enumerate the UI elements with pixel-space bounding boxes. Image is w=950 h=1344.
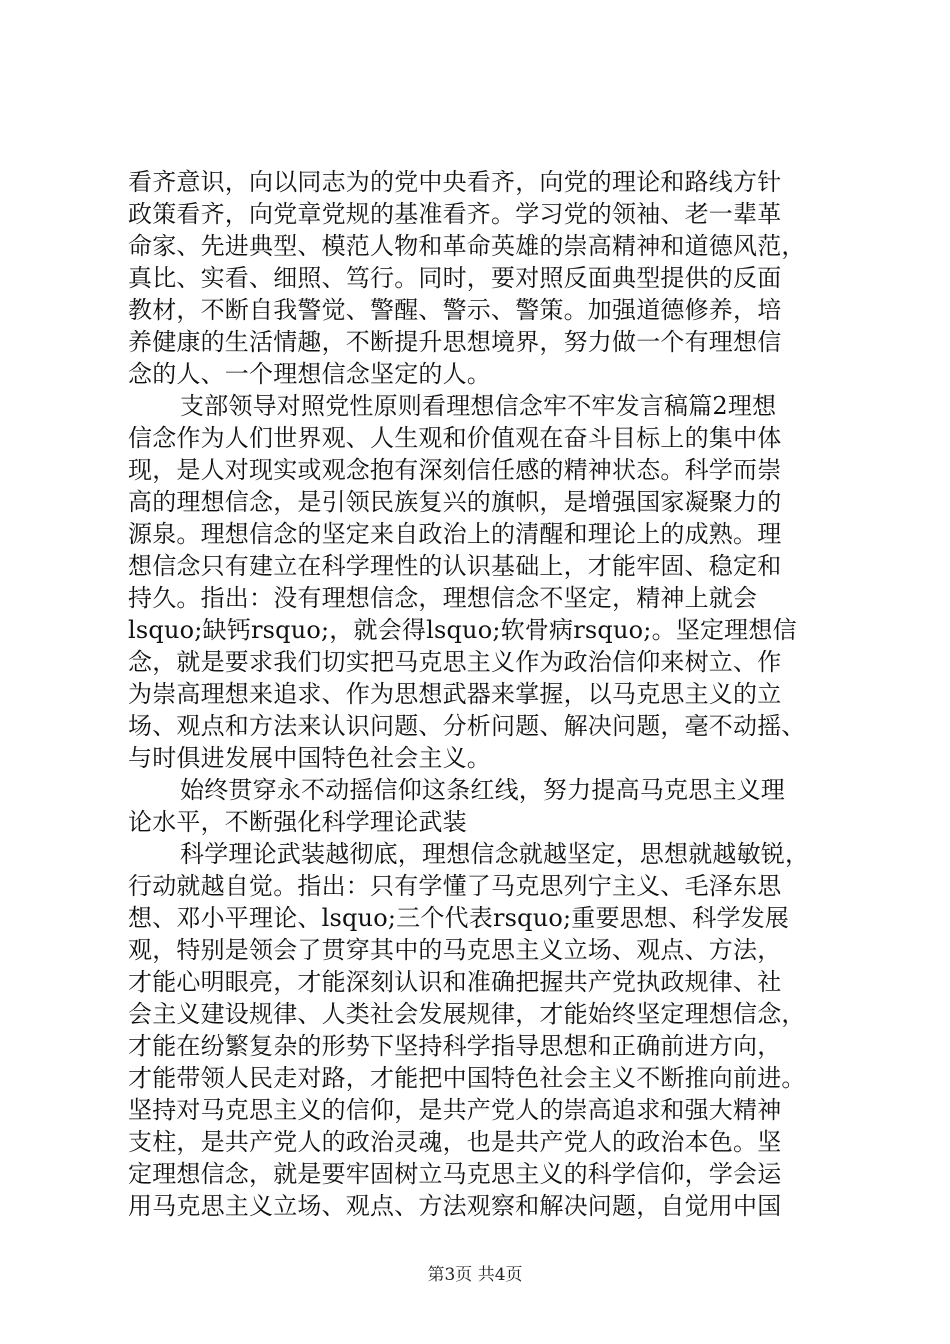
text-line: 行动就越自觉。指出：只有学懂了马克思列宁主义、毛泽东思 bbox=[128, 872, 782, 900]
text-line: 念，就是要求我们切实把马克思主义作为政治信仰来树立、作 bbox=[128, 648, 782, 676]
text-line: 想信念只有建立在科学理性的认识基础上，才能牢固、稳定和 bbox=[128, 552, 782, 580]
paragraph-start-line: 支部领导对照党性原则看理想信念牢不牢发言稿篇2理想 bbox=[180, 392, 777, 420]
text-line: 政策看齐，向党章党规的基准看齐。学习党的领袖、老一辈革 bbox=[128, 200, 782, 228]
text-line: 养健康的生活情趣，不断提升思想境界，努力做一个有理想信 bbox=[128, 328, 782, 356]
text-line: 会主义建设规律、人类社会发展规律，才能始终坚定理想信念， bbox=[128, 1000, 806, 1028]
page-number-footer: 第3页 共4页 bbox=[427, 1265, 523, 1285]
body-text bbox=[128, 166, 850, 1222]
text-line: 念的人、一个理想信念坚定的人。 bbox=[128, 360, 491, 388]
text-line: 高的理想信念，是引领民族复兴的旗帜，是增强国家凝聚力的 bbox=[128, 488, 782, 516]
section-heading-line: 论水平，不断强化科学理论武装 bbox=[128, 808, 467, 836]
text-line: 看齐意识，向以同志为的党中央看齐，向党的理论和路线方针 bbox=[128, 168, 782, 196]
text-line: 信念作为人们世界观、人生观和价值观在奋斗目标上的集中体 bbox=[128, 424, 782, 452]
text-line: lsquo;缺钙rsquo;，就会得lsquo;软骨病rsquo;。坚定理想信 bbox=[128, 616, 797, 644]
text-line: 定理想信念，就是要牢固树立马克思主义的科学信仰，学会运 bbox=[128, 1160, 782, 1188]
text-line: 真比、实看、细照、笃行。同时，要对照反面典型提供的反面 bbox=[128, 264, 782, 292]
text-line: 命家、先进典型、模范人物和革命英雄的崇高精神和道德风范， bbox=[128, 232, 806, 260]
text-line: 教材，不断自我警觉、警醒、警示、警策。加强道德修养，培 bbox=[128, 296, 782, 324]
text-line: 想、邓小平理论、lsquo;三个代表rsquo;重要思想、科学发展 bbox=[128, 904, 790, 932]
text-line: 源泉。理想信念的坚定来自政治上的清醒和理论上的成熟。理 bbox=[128, 520, 782, 548]
text-line: 坚持对马克思主义的信仰，是共产党人的崇高追求和强大精神 bbox=[128, 1096, 782, 1124]
text-line: 与时俱进发展中国特色社会主义。 bbox=[128, 744, 491, 772]
text-line: 才能心明眼亮，才能深刻认识和准确把握共产党执政规律、社 bbox=[128, 968, 782, 996]
text-line: 支柱，是共产党人的政治灵魂，也是共产党人的政治本色。坚 bbox=[128, 1128, 782, 1156]
section-heading-line: 始终贯穿永不动摇信仰这条红线，努力提高马克思主义理 bbox=[180, 776, 785, 804]
paragraph-start-line: 科学理论武装越彻底，理想信念就越坚定，思想就越敏锐， bbox=[180, 840, 810, 868]
text-line: 才能在纷繁复杂的形势下坚持科学指导思想和正确前进方向， bbox=[128, 1032, 782, 1060]
text-line: 才能带领人民走对路，才能把中国特色社会主义不断推向前进。 bbox=[128, 1064, 806, 1092]
text-line: 观，特别是领会了贯穿其中的马克思主义立场、观点、方法， bbox=[128, 936, 782, 964]
text-line: 为崇高理想来追求、作为思想武器来掌握，以马克思主义的立 bbox=[128, 680, 782, 708]
text-line: 现，是人对现实或观念抱有深刻信任感的精神状态。科学而崇 bbox=[128, 456, 782, 484]
text-line: 持久。指出：没有理想信念，理想信念不坚定，精神上就会 bbox=[128, 584, 758, 612]
text-line: 场、观点和方法来认识问题、分析问题、解决问题，毫不动摇、 bbox=[128, 712, 806, 740]
text-line: 用马克思主义立场、观点、方法观察和解决问题，自觉用中国 bbox=[128, 1192, 782, 1220]
